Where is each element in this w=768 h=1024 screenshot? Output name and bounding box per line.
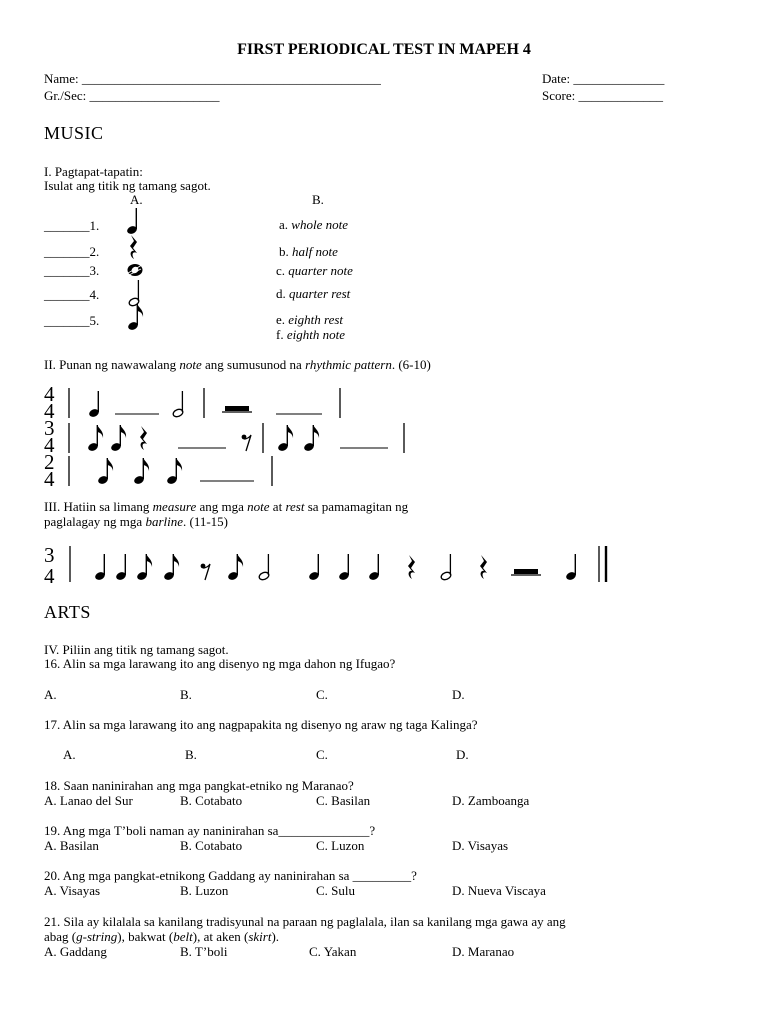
q21-choice-d[interactable]: D. Maranao — [452, 944, 515, 959]
q17-choice-a[interactable]: A. — [63, 747, 76, 762]
item-4-blank[interactable]: _______4. — [44, 287, 100, 302]
q21-choice-a[interactable]: A. Gaddang — [44, 944, 107, 959]
choice-d: d. quarter rest — [276, 286, 351, 301]
time-sig-4-4-top: 4 — [44, 382, 55, 406]
q21-choice-c[interactable]: C. Yakan — [309, 944, 357, 959]
question-21-line1: 21. Sila ay kilalala sa kanilang tradisyunal na paraan ng paglalala, ilan sa kanilang mga gawa ay ang — [44, 914, 566, 929]
q18-choice-c[interactable]: C. Basilan — [316, 793, 371, 808]
part1-instruction: Isulat ang titik ng tamang sagot. — [44, 178, 211, 193]
choice-e: e. eighth rest — [276, 312, 344, 327]
q16-choice-b[interactable]: B. — [180, 687, 192, 702]
q19-choice-a[interactable]: A. Basilan — [44, 838, 99, 853]
part3-line1: III. Hatiin sa limang measure ang mga note at rest sa pamamagitan ng — [44, 499, 409, 514]
column-b-label: B. — [312, 192, 324, 207]
time-sig-3-4-bottom: 4 — [44, 433, 55, 457]
grade-section-field[interactable]: Gr./Sec: ____________________ — [44, 88, 220, 103]
page-title: FIRST PERIODICAL TEST IN MAPEH 4 — [237, 41, 531, 58]
q17-choice-b[interactable]: B. — [185, 747, 197, 762]
arts-heading: ARTS — [44, 602, 91, 622]
q18-choice-d[interactable]: D. Zamboanga — [452, 793, 530, 808]
part4-title: IV. Piliin ang titik ng tamang sagot. — [44, 642, 229, 657]
choice-b: b. half note — [279, 244, 338, 259]
q17-choice-c[interactable]: C. — [316, 747, 328, 762]
q21-choice-b[interactable]: B. T’boli — [180, 944, 228, 959]
item-5-blank[interactable]: _______5. — [44, 313, 100, 328]
score-field[interactable]: Score: _____________ — [542, 88, 663, 103]
eighth-note-icon — [126, 302, 146, 332]
music-heading: MUSIC — [44, 123, 104, 143]
column-a-label: A. — [130, 192, 143, 207]
question-18: 18. Saan naninirahan ang mga pangkat-etniko ng Maranao? — [44, 778, 354, 793]
barline-exercise-staff — [40, 544, 620, 586]
q18-choice-b[interactable]: B. Cotabato — [180, 793, 243, 808]
name-field[interactable]: Name: ______________________________________________ — [44, 71, 381, 86]
q19-choice-c[interactable]: C. Luzon — [316, 838, 365, 853]
time-sig-2-4-bottom: 4 — [44, 467, 55, 491]
q16-choice-d[interactable]: D. — [452, 687, 465, 702]
question-21-line2: abag (g-string), bakwat (belt), at aken (skirt). — [44, 929, 280, 944]
part3-line2: paglalagay ng mga barline. (11-15) — [44, 514, 229, 529]
time-sig-3-4-bottom-p3: 4 — [44, 564, 55, 588]
part2-title: II. Punan ng nawawalang note ang sumusunod na rhythmic pattern. (6-10) — [44, 357, 431, 372]
q18-choice-a[interactable]: A. Lanao del Sur — [44, 793, 133, 808]
item-3-blank[interactable]: _______3. — [44, 263, 100, 278]
q19-choice-b[interactable]: B. Cotabato — [180, 838, 243, 853]
question-19: 19. Ang mga T’boli naman ay naninirahan sa______________? — [44, 823, 376, 838]
choice-c: c. quarter note — [276, 263, 353, 278]
q16-choice-c[interactable]: C. — [316, 687, 328, 702]
q16-choice-a[interactable]: A. — [44, 687, 57, 702]
time-sig-2-4-top: 2 — [44, 450, 55, 474]
q19-choice-d[interactable]: D. Visayas — [452, 838, 509, 853]
time-sig-4-4-bottom: 4 — [44, 399, 55, 423]
part1-title: I. Pagtapat-tapatin: — [44, 164, 143, 179]
time-sig-3-4-top-p3: 3 — [44, 543, 55, 567]
item-1-blank[interactable]: _______1. — [44, 218, 100, 233]
q17-choice-d[interactable]: D. — [456, 747, 469, 762]
question-17: 17. Alin sa mga larawang ito ang nagpapakita ng disenyo ng araw ng taga Kalinga? — [44, 717, 478, 732]
item-2-blank[interactable]: _______2. — [44, 244, 100, 259]
date-field[interactable]: Date: ______________ — [542, 71, 665, 86]
q20-choice-b[interactable]: B. Luzon — [180, 883, 229, 898]
choice-a: a. whole note — [279, 217, 348, 232]
q20-choice-c[interactable]: C. Sulu — [316, 883, 356, 898]
q20-choice-d[interactable]: D. Nueva Viscaya — [452, 883, 546, 898]
question-20: 20. Ang mga pangkat-etnikong Gaddang ay naninirahan sa _________? — [44, 868, 417, 883]
choice-f: f. eighth note — [276, 327, 345, 342]
rhythmic-pattern-staff — [40, 380, 420, 490]
time-sig-3-4-top: 3 — [44, 416, 55, 440]
question-16: 16. Alin sa mga larawang ito ang disenyo ng mga dahon ng Ifugao? — [44, 656, 396, 671]
q20-choice-a[interactable]: A. Visayas — [44, 883, 101, 898]
